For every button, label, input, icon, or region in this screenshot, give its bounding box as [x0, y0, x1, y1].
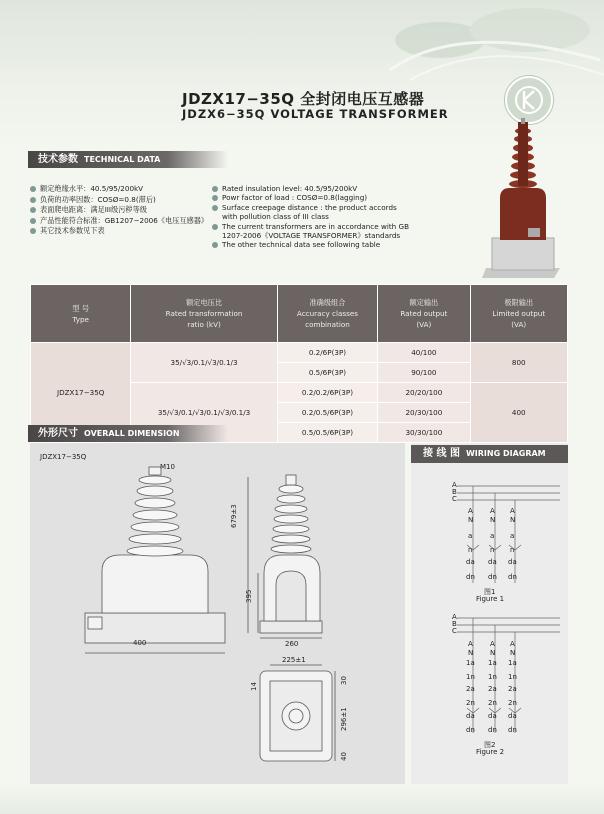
- technical-data-table: [30, 284, 568, 443]
- terminal-da: da: [466, 558, 475, 566]
- width-400-label: 400: [133, 639, 147, 647]
- list-item: 负荷的功率因数：COSØ=0.8(滞后): [30, 195, 208, 206]
- bullet-icon: [30, 228, 36, 234]
- phase-labels-fig1: A B C: [452, 481, 457, 503]
- list-item: 额定绝缘水平：40.5/95/200kV: [30, 184, 208, 195]
- list-item: with pollution class of III class: [222, 212, 329, 222]
- terminal-da: da: [466, 712, 475, 720]
- terminal-da: da: [508, 712, 517, 720]
- column-header-accuracy: 准确级组合 Accuracy classes combination: [277, 285, 378, 343]
- accuracy-cell: 0.5/0.5/6P(3P): [277, 423, 378, 443]
- technical-title-cn: 技术参数: [38, 154, 78, 165]
- terminal-dn: dn: [488, 726, 497, 734]
- dim-14-label: 14: [250, 682, 258, 691]
- list-item: The current transformers are in accordance with GB: [212, 222, 409, 231]
- terminal-N: N: [510, 649, 516, 657]
- front-view: [85, 467, 225, 653]
- figure2-caption-en: Figure 2: [476, 748, 505, 756]
- page-title-en: JDZX6−35Q VOLTAGE TRANSFORMER: [182, 107, 449, 121]
- terminal-A: A: [490, 640, 495, 648]
- terminal-dn: dn: [508, 573, 517, 581]
- column-header-limited-output: 极限输出 Limited output (VA): [470, 285, 568, 343]
- figure2-caption-cn: 图2: [484, 741, 496, 749]
- accuracy-cell: 0.2/0.2/6P(3P): [277, 383, 378, 403]
- page-title-cn: JDZX17−35Q 全封闭电压互感器: [182, 90, 425, 108]
- bullet-icon: [212, 242, 218, 248]
- dim-30-label: 30: [340, 676, 348, 685]
- rated-output-cell: 90/100: [378, 363, 470, 383]
- height-679-label: 679±3: [230, 504, 238, 528]
- terminal-N: N: [468, 649, 474, 657]
- rated-output-cell: 30/30/100: [378, 423, 470, 443]
- table-header-row: [31, 285, 568, 343]
- terminal-n: n: [490, 546, 495, 554]
- company-logo: [505, 76, 553, 124]
- list-item: Rated insulation level: 40.5/95/200kV: [212, 184, 409, 193]
- list-item: Surface creepage distance : the product accords: [212, 203, 409, 212]
- bullet-icon: [212, 224, 218, 230]
- height-395-label: 395: [245, 589, 253, 603]
- terminal-da: da: [488, 712, 497, 720]
- bullet-icon: [30, 218, 36, 224]
- rated-output-cell: 20/30/100: [378, 403, 470, 423]
- list-item: 其它技术参数见下表: [30, 226, 208, 237]
- overall-dimension-heading: 外形尺寸 OVERALL DIMENSION: [28, 425, 228, 442]
- column-header-type: 型 号 Type: [31, 285, 131, 343]
- terminal-dn: dn: [466, 726, 475, 734]
- limited-output-cell: 400: [470, 383, 568, 443]
- width-260-label: 260: [285, 640, 299, 648]
- terminal-1n: 1n: [508, 673, 517, 681]
- model-label: JDZX17−35Q: [40, 453, 87, 461]
- dimension-drawing: [30, 443, 405, 784]
- figure1-caption-cn: 图1: [484, 588, 496, 596]
- footer-decoration: [0, 784, 604, 814]
- bullet-icon: [212, 195, 218, 201]
- terminal-dn: dn: [466, 573, 475, 581]
- ratio-cell: 35/√3/0.1/√3/0.1/3: [131, 343, 277, 383]
- terminal-2n: 2n: [488, 699, 497, 707]
- column-header-ratio: 额定电压比 Rated transformation ratio (kV): [131, 285, 277, 343]
- terminal-N: N: [490, 649, 496, 657]
- side-view: [248, 475, 322, 638]
- overall-dimension-panel: [30, 443, 405, 784]
- terminal-2a: 2a: [508, 685, 517, 693]
- terminal-N: N: [468, 516, 474, 524]
- width-225-label: 225±1: [282, 656, 306, 664]
- terminal-A: A: [490, 507, 495, 515]
- list-item: 表面爬电距离：满足III级污秽等级: [30, 205, 208, 216]
- bullet-icon: [212, 186, 218, 192]
- bullet-icon: [30, 186, 36, 192]
- list-item: 产品性能符合标准：GB1207−2006《电压互感器》: [30, 216, 208, 227]
- bullet-icon: [30, 197, 36, 203]
- terminal-A: A: [468, 640, 473, 648]
- limited-output-cell: 800: [470, 343, 568, 383]
- decorative-background-graphic: [380, 0, 604, 90]
- figure1-caption-en: Figure 1: [476, 595, 505, 603]
- technical-spec-list-en: [212, 184, 409, 250]
- terminal-2n: 2n: [508, 699, 517, 707]
- type-cell: JDZX17−35Q: [31, 343, 131, 443]
- table-row: [31, 343, 568, 363]
- bottom-view: [260, 665, 335, 761]
- wiring-diagram-heading: 接 线 图 WIRING DIAGRAM: [411, 445, 568, 463]
- bullet-icon: [212, 205, 218, 211]
- column-header-rated-output: 额定输出 Rated output (VA): [378, 285, 470, 343]
- terminal-n: n: [468, 546, 473, 554]
- terminal-A: A: [468, 507, 473, 515]
- rated-output-cell: 40/100: [378, 343, 470, 363]
- dim-296-label: 296±1: [340, 707, 348, 731]
- accuracy-cell: 0.2/0.5/6P(3P): [277, 403, 378, 423]
- terminal-N: N: [510, 516, 516, 524]
- terminal-a: a: [490, 532, 495, 540]
- bullet-icon: [30, 207, 36, 213]
- terminal-dn: dn: [488, 573, 497, 581]
- list-item: The other technical data see following table: [212, 240, 409, 249]
- terminal-da: da: [488, 558, 497, 566]
- dim-40-label: 40: [340, 752, 348, 761]
- terminal-2a: 2a: [466, 685, 475, 693]
- terminal-1a: 1a: [508, 659, 517, 667]
- list-item: 1207-2006《VOLTAGE TRANSFORMER》standards: [222, 231, 401, 241]
- terminal-dn: dn: [508, 726, 517, 734]
- terminal-a: a: [510, 532, 515, 540]
- technical-title-en: TECHNICAL DATA: [84, 155, 161, 164]
- terminal-a: a: [468, 532, 473, 540]
- terminal-A: A: [510, 507, 515, 515]
- accuracy-cell: 0.5/6P(3P): [277, 363, 378, 383]
- phase-labels-fig2: A B C: [452, 613, 457, 635]
- terminal-1a: 1a: [466, 659, 475, 667]
- terminal-2a: 2a: [488, 685, 497, 693]
- terminal-1a: 1a: [488, 659, 497, 667]
- rated-output-cell: 20/20/100: [378, 383, 470, 403]
- product-photo: [482, 118, 564, 278]
- ratio-cell: 35/√3/0.1/√3/0.1/√3/0.1/3: [131, 383, 277, 443]
- wiring-lines: [445, 478, 565, 778]
- terminal-2n: 2n: [466, 699, 475, 707]
- m10-label: M10: [160, 463, 175, 471]
- technical-spec-list-cn: [30, 184, 208, 237]
- terminal-N: N: [490, 516, 496, 524]
- terminal-da: da: [508, 558, 517, 566]
- terminal-n: n: [510, 546, 515, 554]
- terminal-A: A: [510, 640, 515, 648]
- accuracy-cell: 0.2/6P(3P): [277, 343, 378, 363]
- terminal-1n: 1n: [466, 673, 475, 681]
- list-item: Powr factor of load : COSØ=0.8(lagging): [212, 193, 409, 202]
- technical-data-heading: [28, 151, 228, 168]
- terminal-1n: 1n: [488, 673, 497, 681]
